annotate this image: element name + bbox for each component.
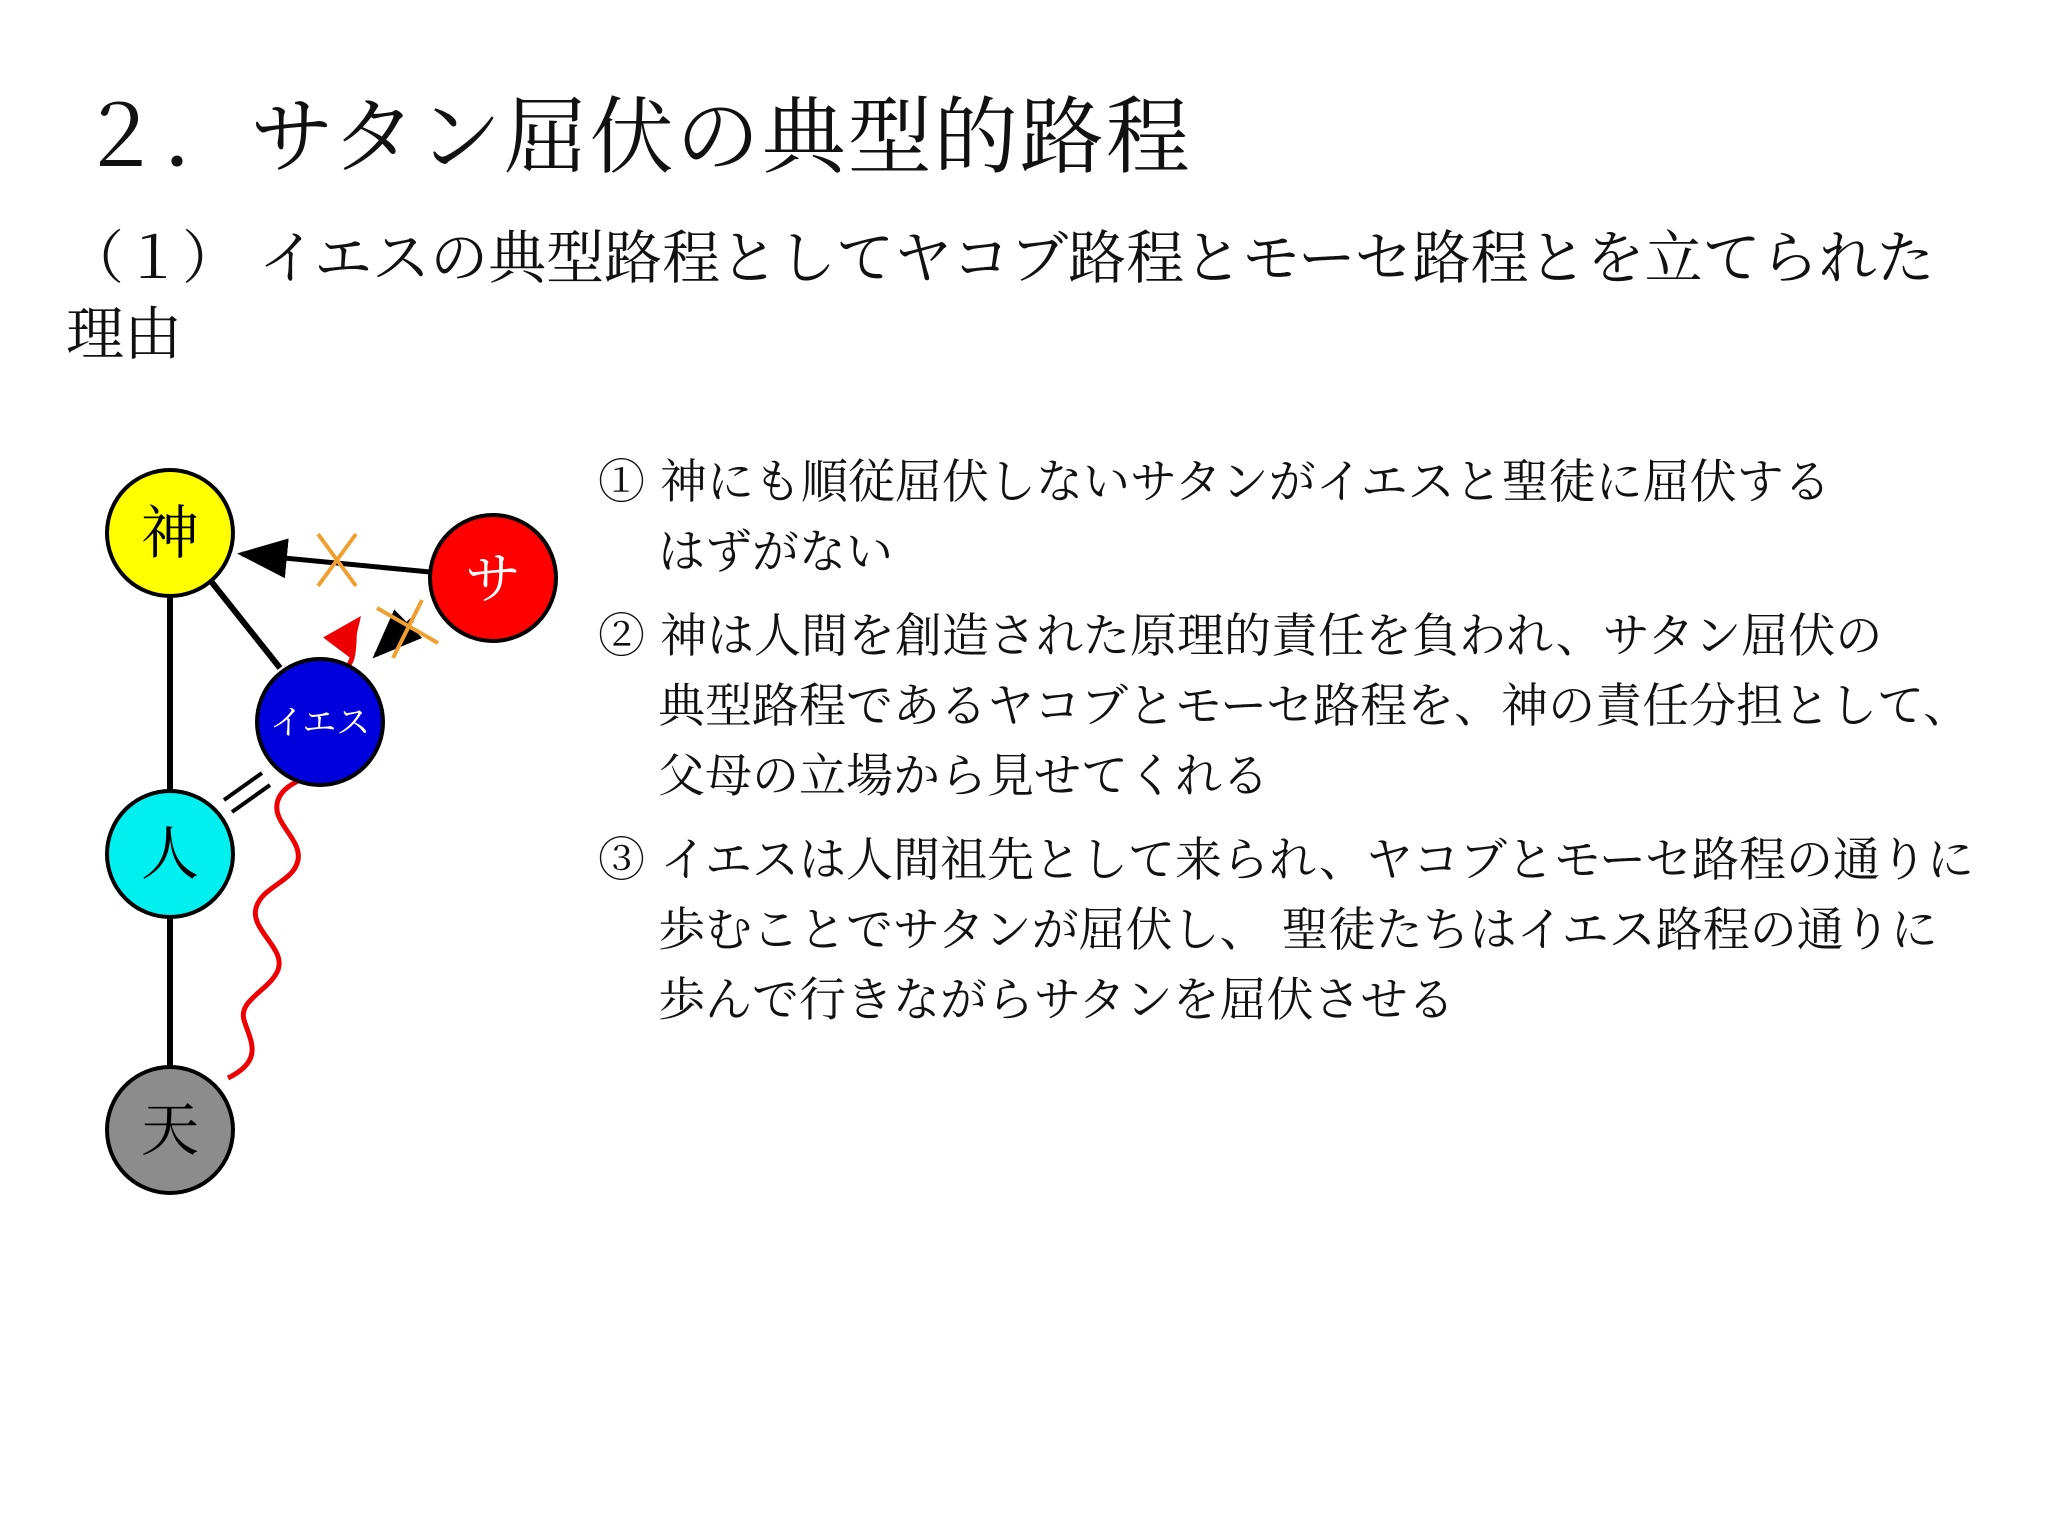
slide-subtitle: （１） イエスの典型路程としてヤコブ路程とモーセ路程とを立てられた理由	[66, 224, 1935, 368]
line-god-jesus	[210, 580, 280, 668]
node-god	[107, 470, 233, 596]
node-heaven	[107, 1067, 233, 1193]
reason-1-line-2: はずがない	[658, 525, 893, 580]
svg-text:イエス: イエス	[269, 703, 371, 743]
reasons-list	[598, 448, 1978, 1050]
reason-item-2	[598, 602, 1978, 812]
svg-text:サ: サ	[465, 547, 521, 613]
slide-title: ２．サタン屈伏の典型的路程	[78, 88, 1192, 186]
svg-text:人: 人	[140, 820, 200, 888]
reason-item-1	[598, 448, 1978, 588]
reason-1-line-1: ① 神にも順従屈伏しないサタンがイエスと聖徒に屈伏する	[598, 455, 1831, 510]
reason-2-line-3: 父母の立場から見せてくれる	[658, 749, 1269, 804]
reason-3-line-2: 歩むことでサタンが屈伏し、 聖徒たちはイエス路程の通りに	[658, 903, 1938, 958]
reason-2-line-2: 典型路程であるヤコブとモーセ路程を、神の責任分担として、	[658, 679, 1971, 734]
node-satan	[430, 515, 556, 641]
reason-3-line-1: ③ イエスは人間祖先として来られ、ヤコブとモーセ路程の通りに	[598, 833, 1975, 888]
reason-item-3	[598, 826, 1978, 1036]
cross-mark-lower	[377, 600, 438, 658]
svg-text:神: 神	[140, 499, 200, 567]
relationship-diagram	[90, 450, 590, 1230]
node-jesus	[257, 659, 383, 785]
svg-text:天: 天	[140, 1096, 200, 1164]
node-man	[107, 791, 233, 917]
reason-3-line-3: 歩んで行きながらサタンを屈伏させる	[658, 973, 1455, 1028]
reason-2-line-1: ② 神は人間を創造された原理的責任を負われ、サタン屈伏の	[598, 609, 1883, 664]
